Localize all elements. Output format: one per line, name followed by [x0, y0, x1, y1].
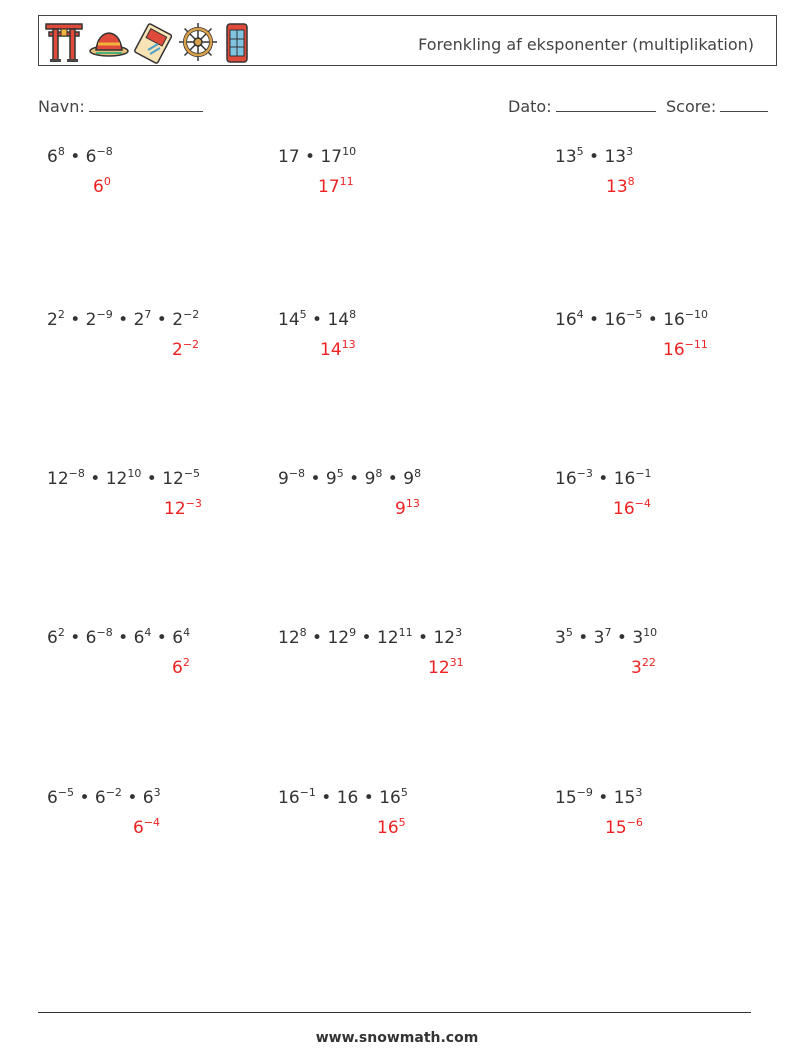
score-label: Score: — [666, 97, 717, 116]
phone-booth-icon — [222, 20, 252, 64]
answer: $9^{13}$ — [395, 497, 420, 519]
problem-expression: $12^8$ • $12^9$ • $12^{11}$ • $12^3$ — [278, 626, 463, 648]
answer: $3^{22}$ — [631, 656, 656, 678]
answer: $14^{13}$ — [320, 338, 356, 360]
answer: $12^{-3}$ — [164, 497, 202, 519]
score-blank[interactable] — [720, 94, 768, 112]
answer: $6^2$ — [172, 656, 190, 678]
footer-url: www.snowmath.com — [315, 1030, 479, 1046]
problem-expression: $16^{-1}$ • 16 • $16^5$ — [278, 786, 408, 808]
answer: $2^{-2}$ — [172, 338, 200, 360]
answer: $13^8$ — [606, 175, 635, 197]
problem-expression: $6^2$ • $6^{-8}$ • $6^4$ • $6^4$ — [47, 626, 191, 648]
ticket-icon — [134, 20, 174, 64]
name-field — [38, 94, 203, 116]
problem-expression: $16^{-3}$ • $16^{-1}$ — [555, 467, 652, 489]
date-blank[interactable] — [556, 94, 656, 112]
date-field — [508, 94, 656, 116]
answer: $16^{-11}$ — [663, 338, 708, 360]
name-blank[interactable] — [89, 94, 203, 112]
header-icons — [44, 20, 252, 64]
torii-gate-icon — [44, 20, 84, 64]
hat-icon — [88, 20, 130, 64]
problem-expression: $16^4$ • $16^{-5}$ • $16^{-10}$ — [555, 308, 709, 330]
problem-expression: $2^2$ • $2^{-9}$ • $2^7$ • $2^{-2}$ — [47, 308, 200, 330]
answer: $6^0$ — [93, 175, 111, 197]
answer: $16^5$ — [377, 816, 406, 838]
answer: $17^{11}$ — [318, 175, 354, 197]
worksheet-title: Forenkling af eksponenter (multiplikation) — [418, 35, 754, 54]
answer: $6^{-4}$ — [133, 816, 161, 838]
problem-expression: $15^{-9}$ • $15^3$ — [555, 786, 643, 808]
problem-expression: $3^5$ • $3^7$ • $3^{10}$ — [555, 626, 658, 648]
problem-expression: $6^{-5}$ • $6^{-2}$ • $6^3$ — [47, 786, 161, 808]
answer: $16^{-4}$ — [613, 497, 651, 519]
ship-wheel-icon — [178, 20, 218, 64]
name-label: Navn: — [38, 97, 85, 116]
answer: $15^{-6}$ — [605, 816, 643, 838]
problem-expression: $13^5$ • $13^3$ — [555, 145, 634, 167]
problem-expression: $14^5$ • $14^8$ — [278, 308, 357, 330]
worksheet-header — [38, 15, 777, 66]
answer: $12^{31}$ — [428, 656, 464, 678]
problem-expression: $12^{-8}$ • $12^{10}$ • $12^{-5}$ — [47, 467, 201, 489]
date-label: Dato: — [508, 97, 552, 116]
score-field — [666, 94, 768, 116]
problem-expression: $9^{-8}$ • $9^5$ • $9^8$ • $9^8$ — [278, 467, 422, 489]
problem-expression: 17 • $17^{10}$ — [278, 145, 357, 167]
footer-divider — [38, 1012, 751, 1013]
problem-expression: $6^8$ • $6^{-8}$ — [47, 145, 113, 167]
